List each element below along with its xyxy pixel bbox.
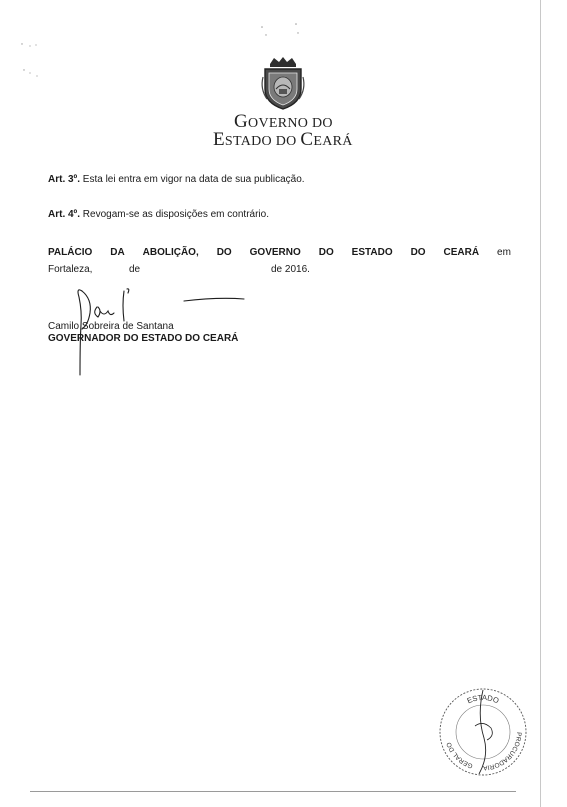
closing-word: DO xyxy=(410,247,426,258)
signatory-name: Camilo Sobreira de Santana xyxy=(48,321,174,332)
header-line-2: ESTADO DO CEARÁ xyxy=(213,129,353,150)
article-4-text: Revogam-se as disposições em contrário. xyxy=(82,209,269,220)
stamp-left-text: GERAL DO xyxy=(445,741,474,770)
header-line-1: GOVERNO DO xyxy=(234,111,333,132)
article-3-label: Art. 3º. xyxy=(48,174,80,185)
signatory-title: GOVERNADOR DO ESTADO DO CEARÁ xyxy=(48,333,239,344)
article-4-label: Art. 4º. xyxy=(48,209,80,220)
closing-word: ABOLIÇÃO, xyxy=(142,247,199,258)
article-3-text: Esta lei entra em vigor na data de sua publicação. xyxy=(82,174,305,185)
stamp-right-text: PROCURADORIA xyxy=(482,731,523,772)
closing-word: em xyxy=(497,247,511,258)
closing-day-de: de xyxy=(129,264,141,275)
closing-word: PALÁCIO xyxy=(48,247,93,258)
article-3 xyxy=(48,174,305,186)
article-4 xyxy=(48,209,269,221)
stamp-top-text: ESTADO xyxy=(465,692,501,706)
closing-place: Fortaleza, xyxy=(48,264,93,275)
closing-word: CEARÁ xyxy=(443,247,480,258)
state-coat-of-arms-icon xyxy=(259,55,307,111)
closing-word: DO xyxy=(318,247,334,258)
closing-word: GOVERNO xyxy=(249,247,301,258)
closing-year: de 2016. xyxy=(271,264,310,275)
official-stamp-seal xyxy=(437,686,529,778)
svg-text:ESTADO xyxy=(466,693,501,705)
closing-palace-line xyxy=(48,247,511,259)
closing-word: DO xyxy=(216,247,232,258)
svg-text:PROCURADORIA xyxy=(482,732,522,771)
closing-word: DA xyxy=(110,247,125,258)
closing-word: ESTADO xyxy=(351,247,393,258)
